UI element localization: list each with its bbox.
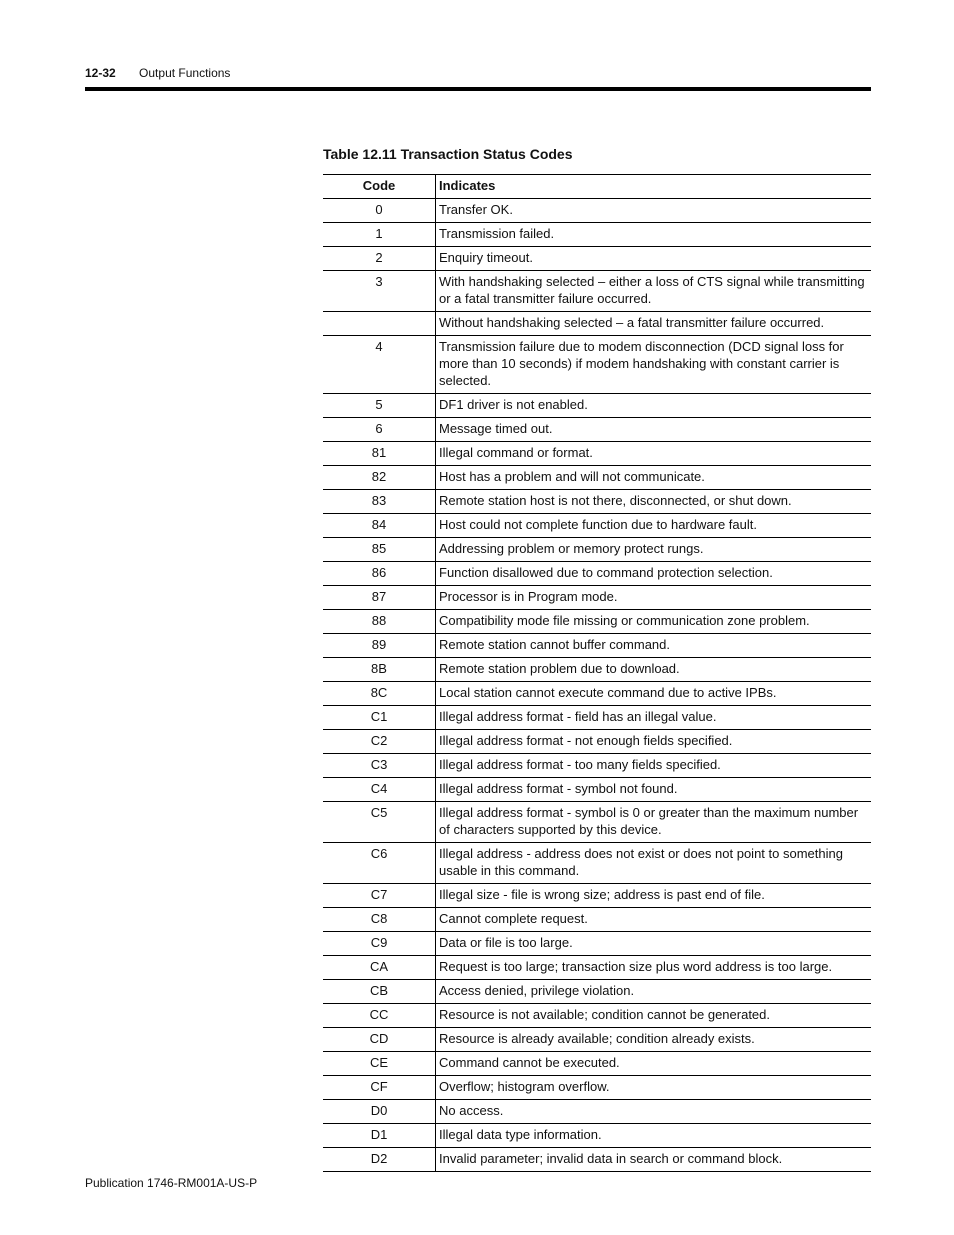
table-row xyxy=(323,908,871,932)
status-code-cell: 1 xyxy=(323,223,436,247)
status-code-cell: C7 xyxy=(323,884,436,908)
status-description-cell: Illegal address format - not enough fields specified. xyxy=(436,730,872,754)
status-description-cell: Overflow; histogram overflow. xyxy=(436,1076,872,1100)
status-code-cell: CB xyxy=(323,980,436,1004)
table-header-row xyxy=(323,175,871,199)
status-description-cell: Remote station problem due to download. xyxy=(436,658,872,682)
status-description-cell: Resource is already available; condition already exists. xyxy=(436,1028,872,1052)
status-code-cell: CA xyxy=(323,956,436,980)
status-description-cell: Invalid parameter; invalid data in search or command block. xyxy=(436,1148,872,1172)
status-description-cell: DF1 driver is not enabled. xyxy=(436,394,872,418)
status-description-cell: Resource is not available; condition cannot be generated. xyxy=(436,1004,872,1028)
status-description-cell: Illegal size - file is wrong size; address is past end of file. xyxy=(436,884,872,908)
status-code-cell: 6 xyxy=(323,418,436,442)
status-description-cell: Local station cannot execute command due to active IPBs. xyxy=(436,682,872,706)
page-header xyxy=(85,66,230,80)
status-code-cell: 88 xyxy=(323,610,436,634)
table-row xyxy=(323,634,871,658)
status-code-cell: 0 xyxy=(323,199,436,223)
status-description-cell: Command cannot be executed. xyxy=(436,1052,872,1076)
table-row xyxy=(323,199,871,223)
status-description-cell: Illegal address format - field has an illegal value. xyxy=(436,706,872,730)
status-description-cell: Illegal address - address does not exist or does not point to something usable in this command. xyxy=(436,843,872,884)
table-row xyxy=(323,980,871,1004)
status-description-cell: Data or file is too large. xyxy=(436,932,872,956)
table-row xyxy=(323,1052,871,1076)
status-description-cell: Addressing problem or memory protect rungs. xyxy=(436,538,872,562)
table-row xyxy=(323,884,871,908)
status-code-cell: D1 xyxy=(323,1124,436,1148)
status-description-cell: With handshaking selected – either a loss of CTS signal while transmitting or a fatal transmitter failure occurred. xyxy=(436,271,872,312)
status-code-cell: CE xyxy=(323,1052,436,1076)
table-row xyxy=(323,610,871,634)
column-header-indicates: Indicates xyxy=(436,175,872,199)
status-description-cell: Enquiry timeout. xyxy=(436,247,872,271)
status-code-cell: C8 xyxy=(323,908,436,932)
table-row xyxy=(323,514,871,538)
status-description-cell: Illegal address format - symbol is 0 or greater than the maximum number of characters supported by this device. xyxy=(436,802,872,843)
status-code-cell: 3 xyxy=(323,271,436,312)
status-description-cell: Transfer OK. xyxy=(436,199,872,223)
table-row xyxy=(323,586,871,610)
table-row xyxy=(323,336,871,394)
status-code-cell: 2 xyxy=(323,247,436,271)
status-code-cell: C5 xyxy=(323,802,436,843)
table-row xyxy=(323,843,871,884)
status-description-cell: Transmission failed. xyxy=(436,223,872,247)
status-code-cell: 4 xyxy=(323,336,436,394)
status-code-cell: 81 xyxy=(323,442,436,466)
status-description-cell: Remote station cannot buffer command. xyxy=(436,634,872,658)
status-code-cell: CD xyxy=(323,1028,436,1052)
table-row xyxy=(323,706,871,730)
table-row xyxy=(323,956,871,980)
status-code-cell: 8C xyxy=(323,682,436,706)
table-row xyxy=(323,418,871,442)
header-rule xyxy=(85,87,871,91)
status-description-cell: Host has a problem and will not communicate. xyxy=(436,466,872,490)
table-row xyxy=(323,1124,871,1148)
status-code-cell: 5 xyxy=(323,394,436,418)
table-row xyxy=(323,271,871,312)
table-body xyxy=(323,199,871,1172)
publication-footer: Publication 1746-RM001A-US-P xyxy=(85,1176,258,1190)
status-code-cell: 86 xyxy=(323,562,436,586)
table-row xyxy=(323,682,871,706)
table-row xyxy=(323,466,871,490)
status-code-cell: 82 xyxy=(323,466,436,490)
status-code-cell: C6 xyxy=(323,843,436,884)
status-code-cell: C2 xyxy=(323,730,436,754)
status-description-cell: Host could not complete function due to hardware fault. xyxy=(436,514,872,538)
status-code-cell: C9 xyxy=(323,932,436,956)
status-description-cell: No access. xyxy=(436,1100,872,1124)
status-description-cell: Transmission failure due to modem disconnection (DCD signal loss for more than 10 seconds) if modem handshaking with constant carrier is selected. xyxy=(436,336,872,394)
status-code-cell: 83 xyxy=(323,490,436,514)
table-row xyxy=(323,802,871,843)
status-code-cell: CC xyxy=(323,1004,436,1028)
status-description-cell: Access denied, privilege violation. xyxy=(436,980,872,1004)
status-description-cell: Illegal data type information. xyxy=(436,1124,872,1148)
page-number: 12-32 xyxy=(85,66,116,80)
status-code-cell: C1 xyxy=(323,706,436,730)
table-row xyxy=(323,442,871,466)
table-row xyxy=(323,1100,871,1124)
status-description-cell: Message timed out. xyxy=(436,418,872,442)
status-code-cell: C4 xyxy=(323,778,436,802)
table-row xyxy=(323,247,871,271)
status-description-cell: Compatibility mode file missing or communication zone problem. xyxy=(436,610,872,634)
table-row xyxy=(323,1076,871,1100)
status-description-cell: Without handshaking selected – a fatal transmitter failure occurred. xyxy=(436,312,872,336)
status-description-cell: Illegal address format - too many fields specified. xyxy=(436,754,872,778)
table-row xyxy=(323,394,871,418)
status-code-cell: 85 xyxy=(323,538,436,562)
table-row xyxy=(323,538,871,562)
column-header-code: Code xyxy=(323,175,436,199)
table-row xyxy=(323,658,871,682)
status-code-cell: 84 xyxy=(323,514,436,538)
table-row xyxy=(323,778,871,802)
status-description-cell: Illegal address format - symbol not found. xyxy=(436,778,872,802)
table-row xyxy=(323,223,871,247)
status-code-cell: C3 xyxy=(323,754,436,778)
status-code-cell: D2 xyxy=(323,1148,436,1172)
status-code-cell xyxy=(323,312,436,336)
table-row xyxy=(323,490,871,514)
status-description-cell: Cannot complete request. xyxy=(436,908,872,932)
status-description-cell: Function disallowed due to command protection selection. xyxy=(436,562,872,586)
table-title: Table 12.11 Transaction Status Codes xyxy=(323,146,573,162)
table-row xyxy=(323,932,871,956)
status-code-cell: 87 xyxy=(323,586,436,610)
status-description-cell: Illegal command or format. xyxy=(436,442,872,466)
table-row xyxy=(323,312,871,336)
table-row xyxy=(323,730,871,754)
status-code-cell: CF xyxy=(323,1076,436,1100)
table-row xyxy=(323,754,871,778)
status-code-cell: 8B xyxy=(323,658,436,682)
status-code-cell: D0 xyxy=(323,1100,436,1124)
table-row xyxy=(323,1148,871,1172)
table-row xyxy=(323,562,871,586)
status-description-cell: Processor is in Program mode. xyxy=(436,586,872,610)
table-row xyxy=(323,1004,871,1028)
status-codes-table xyxy=(323,174,871,1172)
status-description-cell: Remote station host is not there, disconnected, or shut down. xyxy=(436,490,872,514)
section-title: Output Functions xyxy=(139,66,231,80)
status-code-cell: 89 xyxy=(323,634,436,658)
status-description-cell: Request is too large; transaction size plus word address is too large. xyxy=(436,956,872,980)
table-row xyxy=(323,1028,871,1052)
